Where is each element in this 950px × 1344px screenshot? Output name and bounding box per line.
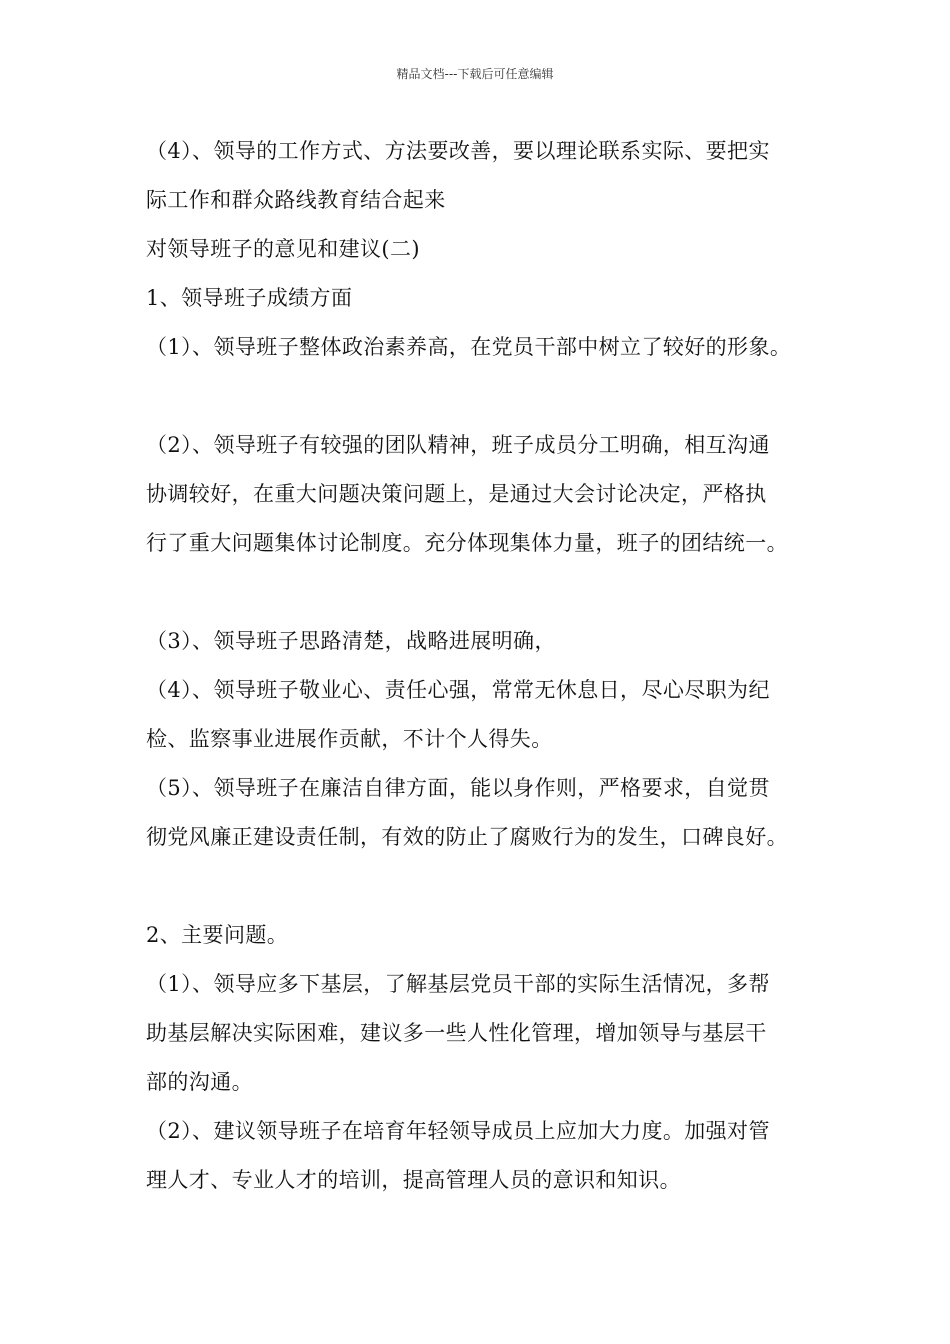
- paragraph-line: 协调较好，在重大问题决策问题上，是通过大会讨论决定，严格执: [146, 482, 767, 506]
- paragraph-line: 际工作和群众路线教育结合起来: [146, 188, 446, 212]
- paragraph-line: 部的沟通。: [146, 1070, 253, 1094]
- section-heading: 2、主要问题。: [146, 923, 289, 947]
- paragraph-line: （5）、领导班子在廉洁自律方面，能以身作则，严格要求，自觉贯: [146, 776, 770, 800]
- paragraph-line: （2）、领导班子有较强的团队精神，班子成员分工明确，相互沟通: [146, 433, 770, 457]
- paragraph-line: （1）、领导应多下基层，了解基层党员干部的实际生活情况，多帮: [146, 972, 770, 996]
- paragraph-line: （2）、建议领导班子在培育年轻领导成员上应加大力度。加强对管: [146, 1119, 770, 1143]
- paragraph-line: 理人才、专业人才的培训，提高管理人员的意识和知识。: [146, 1168, 681, 1192]
- paragraph-line: 检、监察事业进展作贡献，不计个人得失。: [146, 727, 553, 751]
- paragraph-line: （3）、领导班子思路清楚，战略进展明确，: [146, 629, 556, 653]
- paragraph-line: 彻党风廉正建设责任制，有效的防止了腐败行为的发生，口碑良好。: [146, 825, 788, 849]
- document-body: [146, 127, 826, 1205]
- section-title: 对领导班子的意见和建议(二): [146, 237, 420, 261]
- paragraph-line: 助基层解决实际困难，建议多一些人性化管理，增加领导与基层干: [146, 1021, 767, 1045]
- page-header: 精品文档---下载后可任意编辑: [396, 67, 554, 81]
- section-heading: 1、领导班子成绩方面: [146, 286, 353, 310]
- paragraph-line: （4）、领导的工作方式、方法要改善，要以理论联系实际、要把实: [146, 139, 770, 163]
- paragraph-line: （4）、领导班子敬业心、责任心强，常常无休息日，尽心尽职为纪: [146, 678, 770, 702]
- paragraph-line: 行了重大问题集体讨论制度。充分体现集体力量，班子的团结统一。: [146, 531, 788, 555]
- paragraph-line: （1）、领导班子整体政治素养高，在党员干部中树立了较好的形象。: [146, 335, 792, 359]
